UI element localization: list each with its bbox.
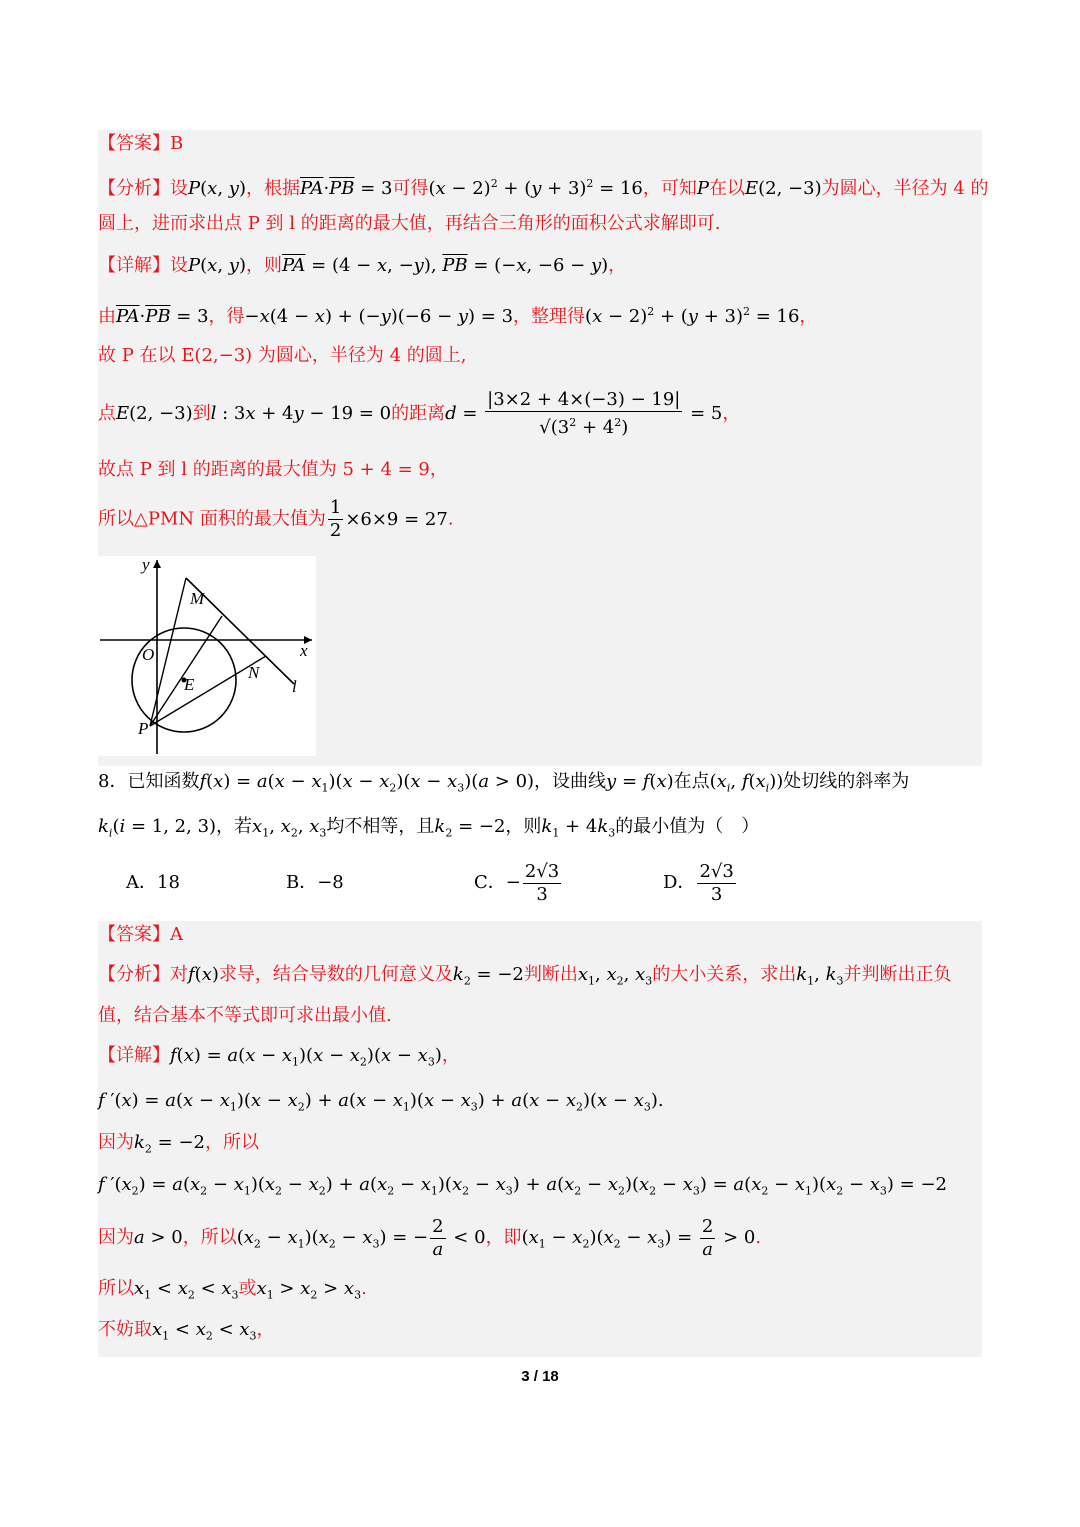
q8-assume-line: 不妨取$x_1 < x_2 < x_3$， (98, 1319, 275, 1343)
q8-stem-line-2: $k_i(i = 1$, 2, 3)，若$x_1$, $x_2$, $x_3$均不相等，且$k_2 = -2$，则$k_1 + 4k_3$的最小值为（ ） (98, 816, 760, 840)
q8-order-line: 所以$x_1 < x_2 < x_3$或$x_1 > x_2 > x_3$. (98, 1278, 367, 1302)
distance-fraction: $\frac{|3\times 2 + 4\times(-3) - 19|}{√(3^2 + 4^2)}$ (487, 389, 681, 438)
q8-answer-line: 【答案】A (98, 924, 183, 945)
y-axis-arrow (153, 560, 161, 568)
half-fraction: $\frac{1}{2}$ (329, 497, 342, 541)
q8-stem-line-1: 8．已知函数$f(x) = a(x - x_1)(x - x_2)(x - x_3)(a > 0)$，设曲线y = f(x)在点($x_i$, $f(x_i)$)处切线的斜率为 (98, 771, 910, 795)
q8-because2-line: 因为a > 0，所以$(x_2 - x_1)(x_2 - x_3)$ = − $\frac{2}{a}$ < 0，即$(x_1 - x_2)(x_2 - x_3)$ = $\frac{2}{a}$ > 0. (98, 1215, 762, 1260)
segment-pe (150, 616, 222, 726)
option-d[interactable]: D． $\frac{2√3}{3}$ (663, 860, 734, 905)
q8-analysis-line-2: 值，结合基本不等式即可求出最小值. (98, 1005, 392, 1026)
label-o: O (142, 645, 155, 664)
label-m: M (190, 589, 205, 608)
q8-evaluation-line: f $'(x_2) = a(x_2 - x_1)(x_2 - x_2) + a(x_2 - x_1)(x_2 - x_3) + a(x_2 - x_2)(x_2 - x_3) = a(x_2 - x_1)(x_2 - x_3) = -2$ (98, 1174, 948, 1198)
q7-analysis-line-1: 【分析】设P(x, y)，根据$\overline{PA}\cdot\overline{PB} = 3$可得$(x - 2)^2 + (y + 3)^2 = 16$，可知P在以E(2, −3)为圆心，半径为 4 的 (98, 177, 989, 199)
label-e: E (184, 675, 195, 694)
q7-detail-line-6: 所以△PMN 面积的最大值为 $\frac{1}{2}$ ×6×9 = 27. (98, 497, 454, 541)
label-x: x (300, 641, 308, 660)
label-l: l (292, 677, 297, 696)
geometry-figure (98, 556, 316, 756)
q7-detail-line-4: 点E(2, −3)到l : 3x + 4y − 19 = 0的距离d = $\frac{|3\times 2 + 4\times(-3) - 19|}{√(3^2 + 4^2)}$ = 5， (98, 389, 741, 438)
figure-svg (98, 556, 316, 756)
q8-derivative-line: f $'(x) = a(x - x_1)(x - x_2) + a(x - x_1)(x - x_3) + a(x - x_2)(x - x_3)$. (98, 1090, 664, 1114)
q8-detail-line-1: 【详解】$f(x) = a(x - x_1)(x - x_2)(x - x_3)$， (98, 1045, 460, 1069)
label-y: y (142, 556, 150, 574)
page-number: 3 / 18 (521, 1368, 559, 1385)
label-n: N (248, 663, 260, 682)
q7-answer-line: 【答案】B (98, 133, 184, 154)
q7-detail-line-1: 【详解】设P(x, y)，则$\overline{PA} = (4 - x$, −y), $\overline{PB} = (-x$, −6 − y)， (98, 255, 627, 276)
label-p: P (138, 719, 149, 738)
q7-detail-line-2: 由$\overline{PA}\cdot\overline{PB} = 3$，得−x(4 − x) + (−y)(−6 − y) = 3，整理得$(x - 2)^2 + (y + 3)^2 = 16$， (98, 305, 818, 327)
option-a[interactable]: A．18 (126, 872, 180, 893)
option-b[interactable]: B．−8 (286, 872, 344, 893)
q7-analysis-line-2: 圆上，进而求出点 P 到 l 的距离的最大值，再结合三角形的面积公式求解即可. (98, 213, 721, 234)
q8-because-line: 因为$k_2 = -2$，所以 (98, 1132, 259, 1156)
option-c[interactable]: C．− $\frac{2√3}{3}$ (474, 860, 560, 905)
q8-analysis-line-1: 【分析】对f(x)求导，结合导数的几何意义及$k_2 = -2$判断出$x_1$, $x_2$, $x_3$的大小关系，求出$k_1$, $k_3$并判断出正负 (98, 964, 952, 988)
q7-detail-line-5: 故点 P 到 l 的距离的最大值为 5 + 4 = 9， (98, 459, 448, 480)
segment-pm (150, 578, 186, 726)
q7-detail-line-3: 故 P 在以 E(2,−3) 为圆心，半径为 4 的圆上, (98, 345, 467, 366)
